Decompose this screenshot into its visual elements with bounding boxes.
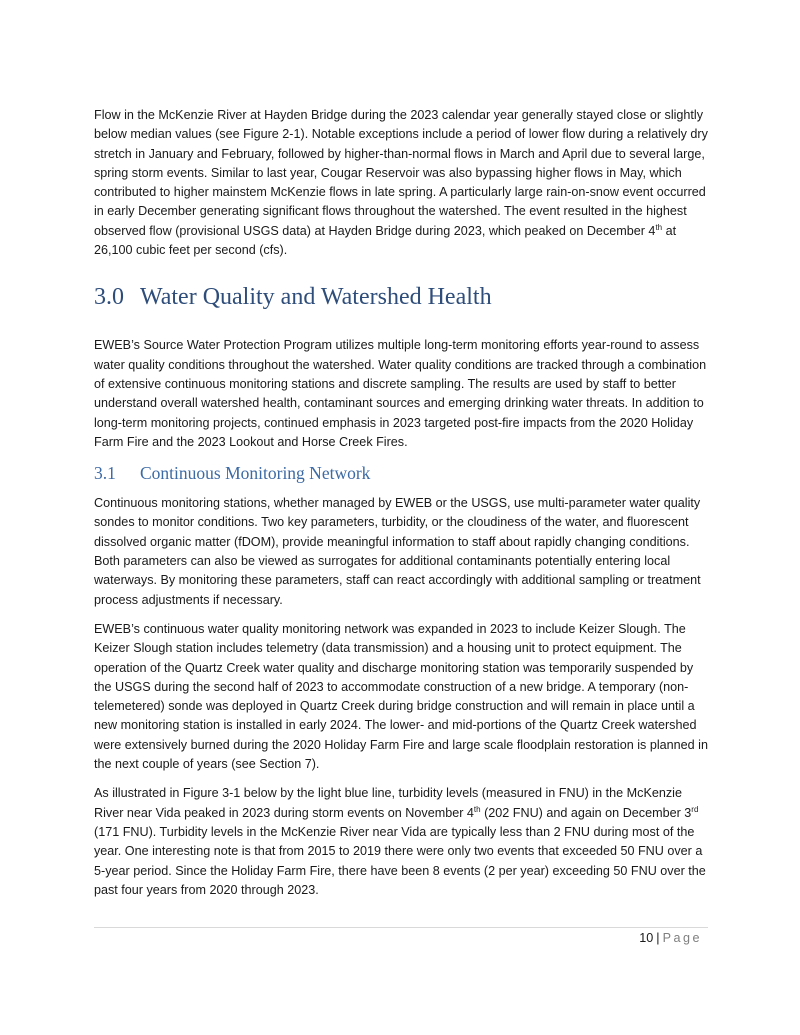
superscript-text: rd: [691, 804, 699, 814]
text-run: at 26,100 cubic feet per second (cfs).: [94, 223, 677, 258]
section-title: Water Quality and Watershed Health: [140, 284, 492, 311]
page-word: Page: [662, 931, 702, 945]
water-quality-paragraph: [94, 336, 708, 452]
section-heading-3-1: [94, 462, 708, 484]
flow-paragraph: [94, 106, 708, 260]
superscript-text: th: [655, 222, 663, 232]
monitoring-stations-paragraph: [94, 494, 708, 610]
text-run: Flow in the McKenzie River at Hayden Bridge during the 2023 calendar year generally stayed close or slightly below median values (see Figure 2-1). Notable exceptions include a period of lower flow during a relatively dry stretch in January and February, followed by higher-than-normal flows in March and April due to several large, spring storm events. Similar to last year, Cougar Reservoir was also bypassing higher flows in May, which contributed to higher mainstem McKenzie flows in late spring. A particularly large rain-on-snow event occurred in early December generating significant flows throughout the watershed. The event resulted in the highest observed flow (provisional USGS data) at Hayden Bridge during 2023, which peaked on December 4: [94, 108, 708, 238]
page-number-footer: [639, 931, 702, 945]
text-run: (171 FNU). Turbidity levels in the McKenzie River near Vida are typically less than 2 FNU during most of the year. One interesting note is that from 2015 to 2019 there were only two events that exceeded 50 FNU over a 5-year period. Since the Holiday Farm Fire, there have been 8 events (2 per year) exceeding 50 FNU over the past four years from 2020 through 2023.: [94, 824, 706, 897]
text-run: EWEB’s continuous water quality monitoring network was expanded in 2023 to include Keizer Slough. The Keizer Slough station includes telemetry (data transmission) and a housing unit to protect equipment. The operation of the Quartz Creek water quality and discharge monitoring station was temporarily suspended by the USGS during the second half of 2023 to accommodate construction of a new bridge. A temporary (non-telemetered) sonde was deployed in Quartz Creek during bridge construction and will remain in place until a new monitoring station is installed in early 2024. The lower- and mid-portions of the Quartz Creek watershed were extensively burned during the 2020 Holiday Farm Fire and large scale floodplain restoration is planned in the next couple of years (see Section 7).: [94, 621, 708, 772]
footer-rule: [94, 927, 708, 928]
text-run: Continuous monitoring stations, whether managed by EWEB or the USGS, use multi-parameter water quality sondes to monitor conditions. Two key parameters, turbidity, or the cloudiness of the water, and fluorescent dissolved organic matter (fDOM), provide meaningful information to staff about rapidly changing conditions. Both parameters can also be viewed as surrogates for additional contaminants potentially entering local waterways. By monitoring these parameters, staff can react accordingly with additional sampling or treatment process adjustments if necessary.: [94, 496, 701, 607]
subsection-number: 3.1: [94, 463, 116, 484]
network-expansion-paragraph: [94, 620, 708, 774]
page-separator: |: [656, 931, 660, 945]
turbidity-paragraph: [94, 784, 708, 900]
section-heading-3-0: [94, 282, 708, 312]
text-run: (202 FNU) and again on December 3: [480, 805, 692, 820]
section-number: 3.0: [94, 284, 124, 311]
superscript-text: th: [473, 804, 481, 814]
subsection-title: Continuous Monitoring Network: [140, 463, 371, 484]
page-number: 10: [639, 931, 654, 945]
text-run: As illustrated in Figure 3-1 below by the light blue line, turbidity levels (measured in FNU) in the McKenzie River near Vida peaked in 2023 during storm events on November 4: [94, 786, 682, 820]
page-content: [94, 106, 708, 910]
text-run: EWEB’s Source Water Protection Program utilizes multiple long-term monitoring efforts year-round to assess water quality conditions throughout the watershed. Water quality conditions are tracked through a combination of extensive continuous monitoring stations and discrete sampling. The results are used by staff to better understand overall watershed health, contaminant sources and emerging drinking water threats. In addition to long-term monitoring projects, continued emphasis in 2023 targeted post-fire impacts from the 2020 Holiday Farm Fire and the 2023 Lookout and Horse Creek Fires.: [94, 338, 707, 449]
